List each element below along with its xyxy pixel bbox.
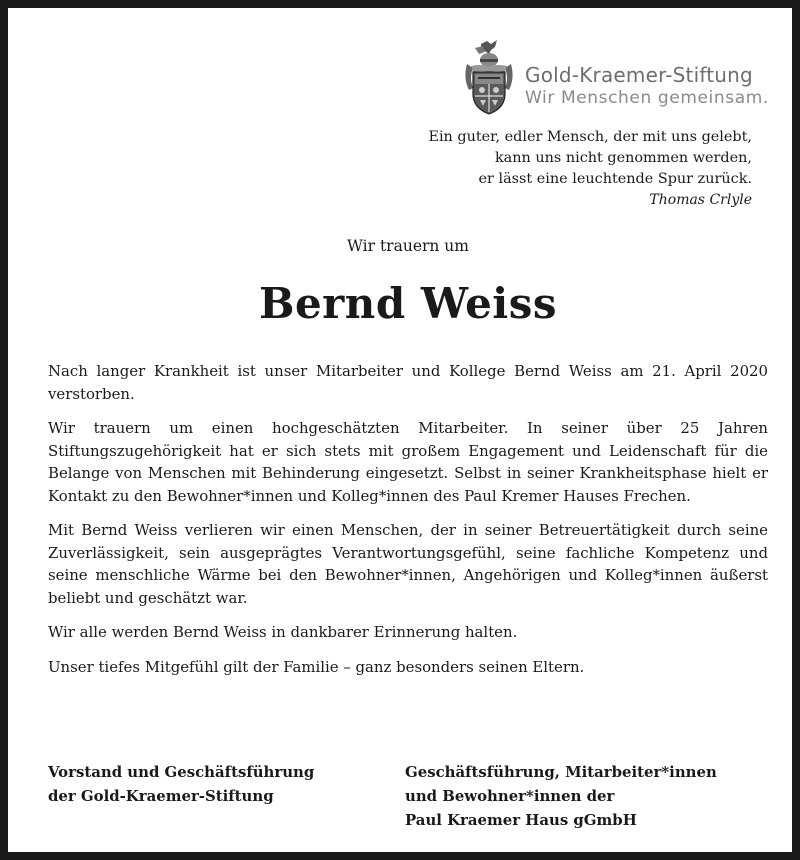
quote-line: Ein guter, edler Mensch, der mit uns gelebt, xyxy=(428,129,752,145)
signature-line: der Gold-Kraemer-Stiftung xyxy=(48,787,274,805)
quote-line: kann uns nicht genommen werden, xyxy=(494,150,752,166)
foundation-logo xyxy=(461,38,771,118)
body-paragraph: Wir alle werden Bernd Weiss in dankbarer Erinnerung halten. xyxy=(48,623,518,641)
signature-line: Paul Kraemer Haus gGmbH xyxy=(405,811,637,829)
body-paragraph: Mit Bernd Weiss verlieren wir einen Menschen, der in seiner Betreuertätigkeit durch seine Zuverlässigkeit, sein ausgeprägtes Verantwortungsgefühl, seine fachliche Kompetenz und seine menschliche Wärme bei den Bewohner*innen, Angehörigen und Kolleg*innen äußerst beliebt und geschätzt war. xyxy=(48,521,768,607)
body-paragraph: Nach langer Krankheit ist unser Mitarbeiter und Kollege Bernd Weiss am 21. April 2020 verstorben. xyxy=(48,362,768,403)
quote-line: er lässt eine leuchtende Spur zurück. xyxy=(478,171,752,187)
mourning-intro: Wir trauern um xyxy=(347,237,469,255)
signature-line: Geschäftsführung, Mitarbeiter*innen xyxy=(405,763,717,781)
signature-line: Vorstand und Geschäftsführung xyxy=(48,763,315,781)
signature-right xyxy=(405,760,717,832)
signature-left xyxy=(48,760,314,808)
coat-of-arms-icon xyxy=(461,38,517,118)
obituary-body xyxy=(48,360,768,690)
foundation-tagline: Wir Menschen gemeinsam. xyxy=(525,88,769,108)
body-paragraph: Unser tiefes Mitgefühl gilt der Familie – ganz besonders seinen Eltern. xyxy=(48,657,585,676)
foundation-name: Gold-Kraemer-Stiftung xyxy=(525,63,753,87)
body-paragraph: Wir trauern um einen hochgeschätzten Mitarbeiter. In seiner über 25 Jahren Stiftungszugehörigkeit hat er sich stets mit großem Engagement und Leidenschaft für die Belange von Menschen mit Behinderung eingesetzt. Selbst in seiner Krankheitsphase hielt er Kontakt zu den Bewohner*innen und Kolleg*innen des Paul Kremer Hauses Frechen. xyxy=(48,419,768,505)
quote-author: Thomas Crlyle xyxy=(649,192,752,208)
signature-line: und Bewohner*innen der xyxy=(405,787,615,805)
memorial-quote xyxy=(428,127,752,211)
deceased-name: Bernd Weiss xyxy=(258,279,558,328)
